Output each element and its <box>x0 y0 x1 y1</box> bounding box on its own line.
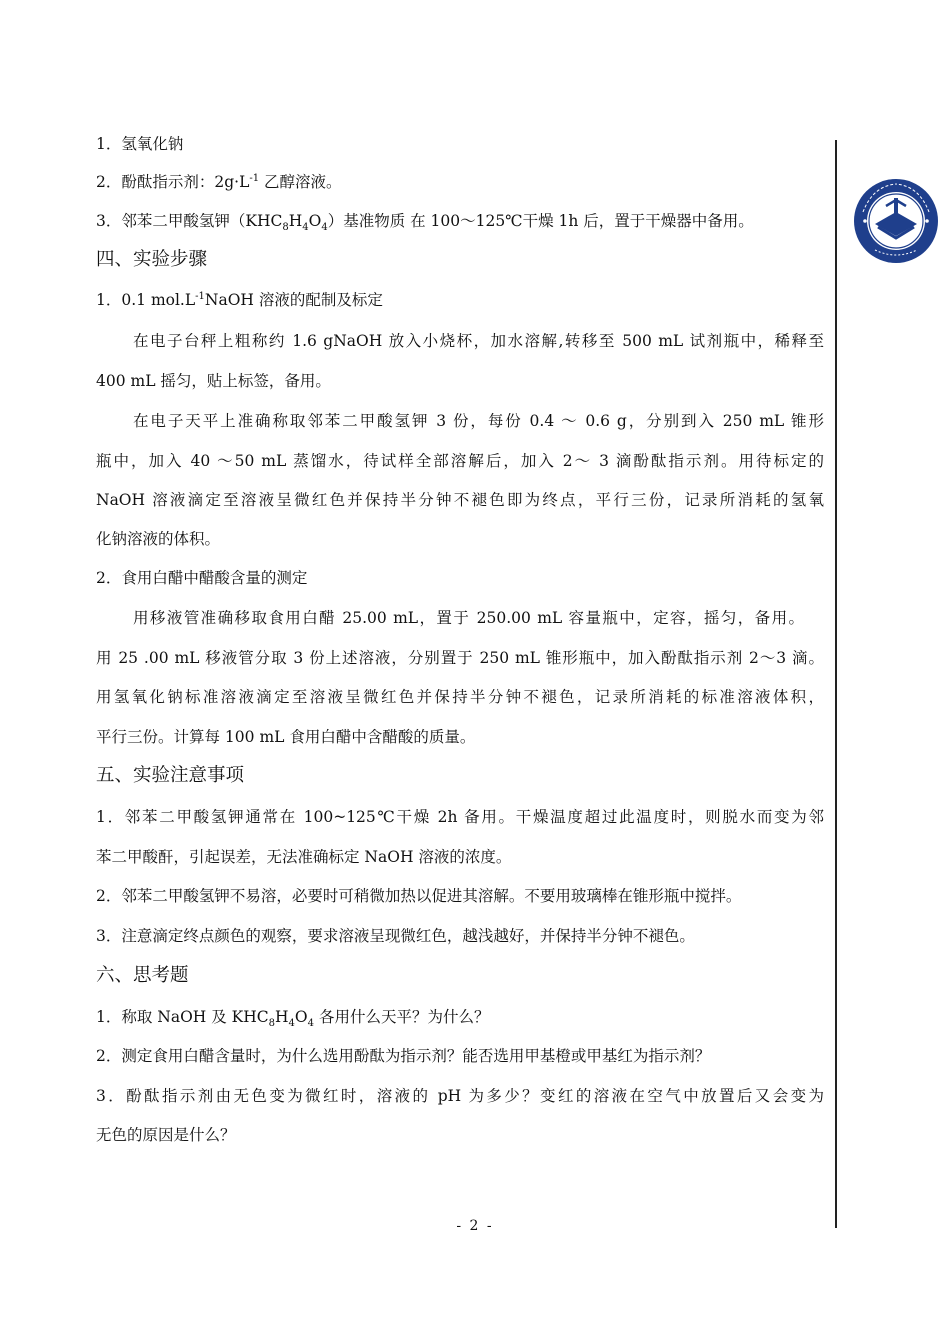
section-heading-notes: 五、实验注意事项 <box>96 765 245 786</box>
procedure-paragraph-line: 在电子天平上准确称取邻苯二甲酸氢钾 3 份，每份 0.4 ～ 0.6 g，分别到入 250 mL 锥形 <box>133 412 824 430</box>
procedure-paragraph-line: 用氢氧化钠标准溶液滴定至溶液呈微红色并保持半分钟不褪色，记录所消耗的标准溶液体积， <box>96 688 824 706</box>
section-heading-questions: 六、思考题 <box>96 965 189 986</box>
notes-item-1-line: 苯二甲酸酐，引起误差，无法准确标定 NaOH 溶液的浓度。 <box>96 848 512 866</box>
procedure-paragraph-line: 平行三份。计算每 100 mL 食用白醋中含醋酸的质量。 <box>96 728 476 746</box>
university-seal-icon <box>853 178 939 264</box>
reagent-1: 1．氢氧化钠 <box>96 135 184 153</box>
question-3-line: 3．酚酞指示剂由无色变为微红时，溶液的 pH 为多少？变红的溶液在空气中放置后又会变为 <box>96 1087 824 1105</box>
procedure-item-2: 2．食用白醋中醋酸含量的测定 <box>96 569 308 587</box>
procedure-paragraph-line: 用移液管准确移取食用白醋 25.00 mL，置于 250.00 mL 容量瓶中，定容，摇匀，备用。 <box>133 609 804 627</box>
question-3-line: 无色的原因是什么？ <box>96 1126 236 1144</box>
notes-item-2: 2．邻苯二甲酸氢钾不易溶，必要时可稍微加热以促进其溶解。不要用玻璃棒在锥形瓶中搅拌。 <box>96 887 742 905</box>
reagent-2: 2．酚酞指示剂：$2g\cdot L^{-1}$ 乙醇溶液。 <box>96 172 342 191</box>
question-2: 2．测定食用白醋含量时，为什么选用酚酞为指示剂？能否选用甲基橙或甲基红为指示剂？ <box>96 1047 711 1065</box>
procedure-paragraph-line: 化钠溶液的体积。 <box>96 530 221 548</box>
notes-item-3: 3．注意滴定终点颜色的观察，要求溶液呈现微红色，越浅越好，并保持半分钟不褪色。 <box>96 927 695 945</box>
procedure-paragraph-line: 400 mL 摇匀，贴上标签，备用。 <box>96 372 331 390</box>
section-heading-procedure: 四、实验步骤 <box>96 249 208 270</box>
notes-item-1-line: 1．邻苯二甲酸氢钾通常在 100~125℃干燥 2h 备用。干燥温度超过此温度时，则脱水而变为邻 <box>96 808 824 826</box>
procedure-paragraph-line: 用 25 .00 mL 移液管分取 3 份上述溶液，分别置于 250 mL 锥形瓶中，加入酚酞指示剂 2～3 滴。 <box>96 649 824 667</box>
procedure-paragraph-line: 瓶中，加入 40 ～50 mL 蒸馏水，待试样全部溶解后，加入 2～ 3 滴酚酞指示剂。用待标定的 <box>96 452 824 470</box>
procedure-paragraph-line: 在电子台秤上粗称约 1.6 gNaOH 放入小烧杯，加水溶解,转移至 500 mL 试剂瓶中，稀释至 <box>133 332 824 350</box>
procedure-paragraph-line: NaOH 溶液滴定至溶液呈微红色并保持半分钟不褪色即为终点，平行三份，记录所消耗的氢氧 <box>96 491 824 509</box>
margin-rule <box>835 140 837 1228</box>
page-number: - 2 - <box>456 1218 494 1234</box>
reagent-3: 3．邻苯二甲酸氢钾$(KHC_8H_4O_4)$基准物质 在 100～125℃干燥 1h 后，置于干燥器中备用。 <box>96 212 754 234</box>
procedure-item-1: 1．0.1 $mol.L^{-1}NaOH$ 溶液的配制及标定 <box>96 290 383 309</box>
question-1: 1．称取 NaOH 及 $KHC_8H_4O_4$ 各用什么天平？为什么？ <box>96 1008 490 1030</box>
